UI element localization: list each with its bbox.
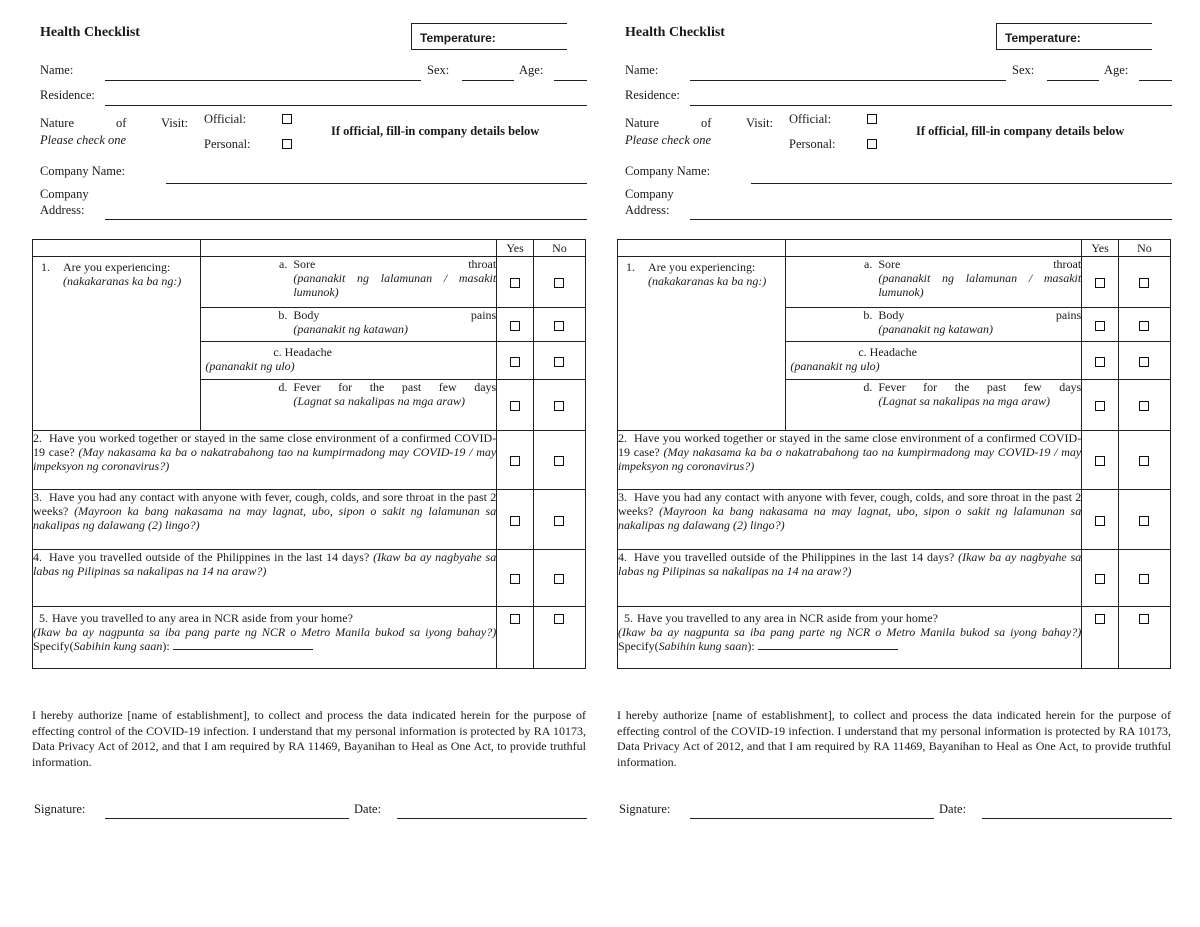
q1c-letter: c. (858, 345, 867, 359)
q1d-cell (786, 380, 1082, 431)
q4-yes-checkbox[interactable] (1095, 574, 1105, 584)
q5-no-cell (533, 607, 585, 669)
table-row (33, 490, 586, 550)
q1b-text: Body pains (293, 308, 497, 322)
q3-text: Have you had any contact with anyone with fever, cough, colds, and sore throat in the past 2 weeks? (33, 490, 497, 518)
temperature-label: Temperature: (420, 31, 496, 45)
q2-no-checkbox[interactable] (554, 456, 564, 466)
table-row (618, 607, 1171, 669)
q4-number: 4. (33, 550, 42, 564)
q1a-no-cell (533, 257, 585, 308)
signature-field[interactable] (105, 818, 349, 819)
table-row (618, 550, 1171, 607)
q1a-yes-checkbox[interactable] (510, 278, 520, 288)
q5-text: Have you travelled to any area in NCR aside from your home? (637, 611, 938, 625)
q2-yes-checkbox[interactable] (1095, 456, 1105, 466)
q4-text: Have you travelled outside of the Philippines in the last 14 days? (49, 550, 370, 564)
q3-translation: (Mayroon ka bang nakasama na may lagnat, ubo, sipon o sakit ng lalamunan sa nakalipas ng dalawang (2) lingo?) (33, 504, 497, 532)
q2-cell (618, 431, 1082, 490)
q1a-translation: (pananakit ng lalamunan / masakit lumunok) (293, 271, 497, 299)
company-address-field[interactable] (690, 219, 1172, 220)
q5-specify-end: ): (162, 639, 170, 653)
q3-yes-checkbox[interactable] (1095, 516, 1105, 526)
q2-no-checkbox[interactable] (1139, 456, 1149, 466)
q1d-translation: (Lagnat sa nakalipas na mga araw) (293, 394, 466, 408)
company-address-label-2: Address: (625, 203, 670, 217)
q1a-no-checkbox[interactable] (554, 278, 564, 288)
q3-text: Have you had any contact with anyone with fever, cough, colds, and sore throat in the past 2 weeks? (618, 490, 1082, 518)
signature-field[interactable] (690, 818, 934, 819)
official-label: Official: (204, 112, 247, 126)
q1d-text: Fever for the past few days (878, 380, 1082, 394)
q1b-yes-checkbox[interactable] (510, 321, 520, 331)
header-empty-cell-2 (201, 240, 497, 257)
name-field[interactable] (105, 80, 421, 81)
health-questions-table (32, 239, 586, 669)
age-field[interactable] (1139, 80, 1172, 81)
q1d-translation: (Lagnat sa nakalipas na mga araw) (878, 394, 1051, 408)
table-row (618, 257, 1171, 308)
q1b-no-cell (533, 308, 585, 342)
q4-translation: (Ikaw ba ay nagbyahe sa labas ng Pilipinas sa nakalipas na 14 na araw?) (618, 550, 1082, 578)
name-field[interactable] (690, 80, 1006, 81)
q1b-letter: b. (863, 308, 873, 322)
q4-number: 4. (618, 550, 627, 564)
header-empty-cell-1 (618, 240, 786, 257)
q1c-no-checkbox[interactable] (554, 357, 564, 367)
q4-no-cell (533, 550, 585, 607)
q1d-no-cell (533, 380, 585, 431)
header-empty-cell-2 (786, 240, 1082, 257)
table-header-row (33, 240, 586, 257)
health-questions-table (617, 239, 1171, 669)
q1d-yes-checkbox[interactable] (510, 401, 520, 411)
q5-translation: (Ikaw ba ay nagpunta sa iba pang parte ng NCR o Metro Manila bukod sa iyong bahay?) (33, 625, 497, 639)
age-label: Age: (519, 63, 544, 77)
company-name-label: Company Name: (625, 164, 711, 178)
q4-yes-cell (497, 550, 534, 607)
q3-yes-checkbox[interactable] (510, 516, 520, 526)
company-name-field[interactable] (166, 183, 587, 184)
q1b-translation: (pananakit ng katawan) (878, 322, 993, 336)
q1a-letter: a. (279, 257, 288, 271)
q1d-no-cell (1118, 380, 1170, 431)
residence-label: Residence: (625, 88, 680, 102)
nature-hint: Please check one (40, 133, 127, 147)
no-header: No (1118, 240, 1170, 257)
q3-number: 3. (618, 490, 627, 504)
form-title: Health Checklist (40, 25, 140, 40)
company-address-label-2: Address: (40, 203, 85, 217)
table-row (618, 431, 1171, 490)
q1-number: 1. (41, 260, 50, 274)
q1c-yes-checkbox[interactable] (1095, 357, 1105, 367)
yes-header: Yes (497, 240, 534, 257)
nature-label-3: Visit: (746, 116, 774, 130)
q2-yes-cell (1082, 431, 1119, 490)
q1c-no-cell (1118, 342, 1170, 380)
q5-cell (33, 607, 497, 669)
q5-specify-translation: Sabihin kung saan (658, 639, 748, 653)
q1c-no-checkbox[interactable] (1139, 357, 1149, 367)
q5-number: 5. (624, 611, 633, 625)
form-title: Health Checklist (625, 25, 725, 40)
official-checkbox[interactable] (867, 114, 877, 124)
q5-no-cell (1118, 607, 1170, 669)
q1a-letter: a. (864, 257, 873, 271)
q1-number: 1. (626, 260, 635, 274)
q1c-cell (201, 342, 497, 380)
q5-no-checkbox[interactable] (1139, 614, 1149, 624)
q5-specify-field[interactable] (173, 639, 313, 650)
q2-cell (33, 431, 497, 490)
q1a-yes-checkbox[interactable] (1095, 278, 1105, 288)
nature-label-1: Nature (40, 116, 75, 130)
q5-specify-end: ): (747, 639, 755, 653)
q1c-no-cell (533, 342, 585, 380)
q2-yes-checkbox[interactable] (510, 456, 520, 466)
q4-no-checkbox[interactable] (1139, 574, 1149, 584)
residence-label: Residence: (40, 88, 95, 102)
q4-cell (33, 550, 497, 607)
q3-cell (33, 490, 497, 550)
q3-translation: (Mayroon ka bang nakasama na may lagnat, ubo, sipon o sakit ng lalamunan sa nakalipas ng dalawang (2) lingo?) (618, 504, 1082, 532)
name-label: Name: (40, 63, 74, 77)
q1a-cell (201, 257, 497, 308)
q2-translation: (May nakasama ka ba o nakatrabahong tao na kumpirmadong may COVID-19 / may impeksyon ng coronavirus?) (618, 445, 1082, 473)
q3-number: 3. (33, 490, 42, 504)
q1d-text: Fever for the past few days (293, 380, 497, 394)
table-row (33, 607, 586, 669)
residence-field[interactable] (690, 105, 1172, 106)
q1a-cell (786, 257, 1082, 308)
age-field[interactable] (554, 80, 587, 81)
q4-no-checkbox[interactable] (554, 574, 564, 584)
q4-translation: (Ikaw ba ay nagbyahe sa labas ng Pilipinas sa nakalipas na 14 na araw?) (33, 550, 497, 578)
q1b-yes-cell (1082, 308, 1119, 342)
table-row (33, 431, 586, 490)
sex-label: Sex: (427, 63, 450, 77)
signature-label: Signature: (619, 802, 671, 816)
table-row (33, 550, 586, 607)
consent-text: I hereby authorize [name of establishment], to collect and process the data indicated herein for the purpose of effecting control of the COVID-19 infection. I understand that my personal information is protected by RA 10173, Data Privacy Act of 2012, and that I am required by RA 11469, Bayanihan to Heal as One Act, to provide truthful information. (32, 708, 586, 769)
q1d-yes-checkbox[interactable] (1095, 401, 1105, 411)
q5-translation: (Ikaw ba ay nagpunta sa iba pang parte ng NCR o Metro Manila bukod sa iyong bahay?) (618, 625, 1082, 639)
table-header-row (618, 240, 1171, 257)
q5-specify: Specify( (618, 639, 659, 653)
sex-field[interactable] (1047, 80, 1099, 81)
company-name-field[interactable] (751, 183, 1172, 184)
q4-yes-checkbox[interactable] (510, 574, 520, 584)
q1d-letter: d. (278, 380, 288, 394)
nature-label-2: of (116, 116, 127, 130)
nature-label-1: Nature (625, 116, 660, 130)
q1d-yes-cell (497, 380, 534, 431)
q1b-no-cell (1118, 308, 1170, 342)
q2-number: 2. (33, 431, 42, 445)
q1a-text: Sore throat (878, 257, 1082, 271)
q4-cell (618, 550, 1082, 607)
q3-no-cell (533, 490, 585, 550)
q5-number: 5. (39, 611, 48, 625)
q1-text: Are you experiencing: (648, 260, 756, 274)
nature-label-2: of (701, 116, 712, 130)
q1b-cell (201, 308, 497, 342)
personal-label: Personal: (789, 137, 836, 151)
q1b-letter: b. (278, 308, 288, 322)
q1c-text: Headache (284, 345, 332, 359)
q4-no-cell (1118, 550, 1170, 607)
residence-field[interactable] (105, 105, 587, 106)
official-note: If official, fill-in company details below (331, 124, 540, 138)
header-empty-cell-1 (33, 240, 201, 257)
q1d-yes-cell (1082, 380, 1119, 431)
date-field[interactable] (397, 818, 587, 819)
company-name-label: Company Name: (40, 164, 126, 178)
q1a-no-checkbox[interactable] (1139, 278, 1149, 288)
q2-yes-cell (497, 431, 534, 490)
q2-no-cell (1118, 431, 1170, 490)
personal-checkbox[interactable] (867, 139, 877, 149)
q1b-no-checkbox[interactable] (1139, 321, 1149, 331)
official-note: If official, fill-in company details below (916, 124, 1125, 138)
q3-no-cell (1118, 490, 1170, 550)
q1-translation: (nakakaranas ka ba ng:) (648, 274, 767, 288)
q1a-text: Sore throat (293, 257, 497, 271)
q1a-yes-cell (497, 257, 534, 308)
q5-specify-translation: Sabihin kung saan (73, 639, 163, 653)
q1c-text: Headache (869, 345, 917, 359)
q2-translation: (May nakasama ka ba o nakatrabahong tao na kumpirmadong may COVID-19 / may impeksyon ng coronavirus?) (33, 445, 497, 473)
sex-label: Sex: (1012, 63, 1035, 77)
q4-yes-cell (1082, 550, 1119, 607)
nature-hint: Please check one (625, 133, 712, 147)
personal-checkbox[interactable] (282, 139, 292, 149)
q1d-letter: d. (863, 380, 873, 394)
q1c-cell (786, 342, 1082, 380)
q1d-no-checkbox[interactable] (554, 401, 564, 411)
q3-no-checkbox[interactable] (554, 516, 564, 526)
q1-cell (618, 257, 786, 431)
q5-yes-checkbox[interactable] (1095, 614, 1105, 624)
q1c-yes-checkbox[interactable] (510, 357, 520, 367)
date-field[interactable] (982, 818, 1172, 819)
q1c-translation: (pananakit ng ulo) (205, 359, 295, 373)
q2-text: Have you worked together or stayed in the same close environment of a confirmed COVID-19 case? (618, 431, 1082, 459)
q1c-yes-cell (497, 342, 534, 380)
no-header: No (533, 240, 585, 257)
q2-number: 2. (618, 431, 627, 445)
q1d-cell (201, 380, 497, 431)
q3-cell (618, 490, 1082, 550)
q1a-yes-cell (1082, 257, 1119, 308)
official-label: Official: (789, 112, 832, 126)
q5-yes-cell (1082, 607, 1119, 669)
q3-yes-cell (497, 490, 534, 550)
q1d-no-checkbox[interactable] (1139, 401, 1149, 411)
q1b-cell (786, 308, 1082, 342)
personal-label: Personal: (204, 137, 251, 151)
yes-header: Yes (1082, 240, 1119, 257)
nature-label-3: Visit: (161, 116, 189, 130)
date-label: Date: (354, 802, 382, 816)
q1-translation: (nakakaranas ka ba ng:) (63, 274, 182, 288)
age-label: Age: (1104, 63, 1129, 77)
name-label: Name: (625, 63, 659, 77)
temperature-box[interactable] (996, 23, 1152, 50)
q1-cell (33, 257, 201, 431)
temperature-label: Temperature: (1005, 31, 1081, 45)
q5-yes-cell (497, 607, 534, 669)
company-address-label-1: Company (40, 187, 89, 201)
q2-text: Have you worked together or stayed in the same close environment of a confirmed COVID-19 case? (33, 431, 497, 459)
q1b-no-checkbox[interactable] (554, 321, 564, 331)
q5-cell (618, 607, 1082, 669)
q3-yes-cell (1082, 490, 1119, 550)
date-label: Date: (939, 802, 967, 816)
q1b-yes-cell (497, 308, 534, 342)
official-checkbox[interactable] (282, 114, 292, 124)
q1b-text: Body pains (878, 308, 1082, 322)
q1c-translation: (pananakit ng ulo) (790, 359, 880, 373)
sex-field[interactable] (462, 80, 514, 81)
consent-text: I hereby authorize [name of establishment], to collect and process the data indicated herein for the purpose of effecting control of the COVID-19 infection. I understand that my personal information is protected by RA 10173, Data Privacy Act of 2012, and that I am required by RA 11469, Bayanihan to Heal as One Act, to provide truthful information. (617, 708, 1171, 769)
q4-text: Have you travelled outside of the Philippines in the last 14 days? (634, 550, 955, 564)
table-row (33, 257, 586, 308)
q3-no-checkbox[interactable] (1139, 516, 1149, 526)
q1c-letter: c. (273, 345, 282, 359)
q1c-yes-cell (1082, 342, 1119, 380)
table-row (618, 490, 1171, 550)
q5-specify-field[interactable] (758, 639, 898, 650)
company-address-field[interactable] (105, 219, 587, 220)
q1b-yes-checkbox[interactable] (1095, 321, 1105, 331)
q1a-translation: (pananakit ng lalamunan / masakit lumunok) (878, 271, 1082, 299)
q1b-translation: (pananakit ng katawan) (293, 322, 408, 336)
q5-no-checkbox[interactable] (554, 614, 564, 624)
q5-specify: Specify( (33, 639, 74, 653)
signature-label: Signature: (34, 802, 86, 816)
temperature-box[interactable] (411, 23, 567, 50)
q2-no-cell (533, 431, 585, 490)
q5-yes-checkbox[interactable] (510, 614, 520, 624)
q5-text: Have you travelled to any area in NCR aside from your home? (52, 611, 353, 625)
q1-text: Are you experiencing: (63, 260, 171, 274)
company-address-label-1: Company (625, 187, 674, 201)
q1a-no-cell (1118, 257, 1170, 308)
